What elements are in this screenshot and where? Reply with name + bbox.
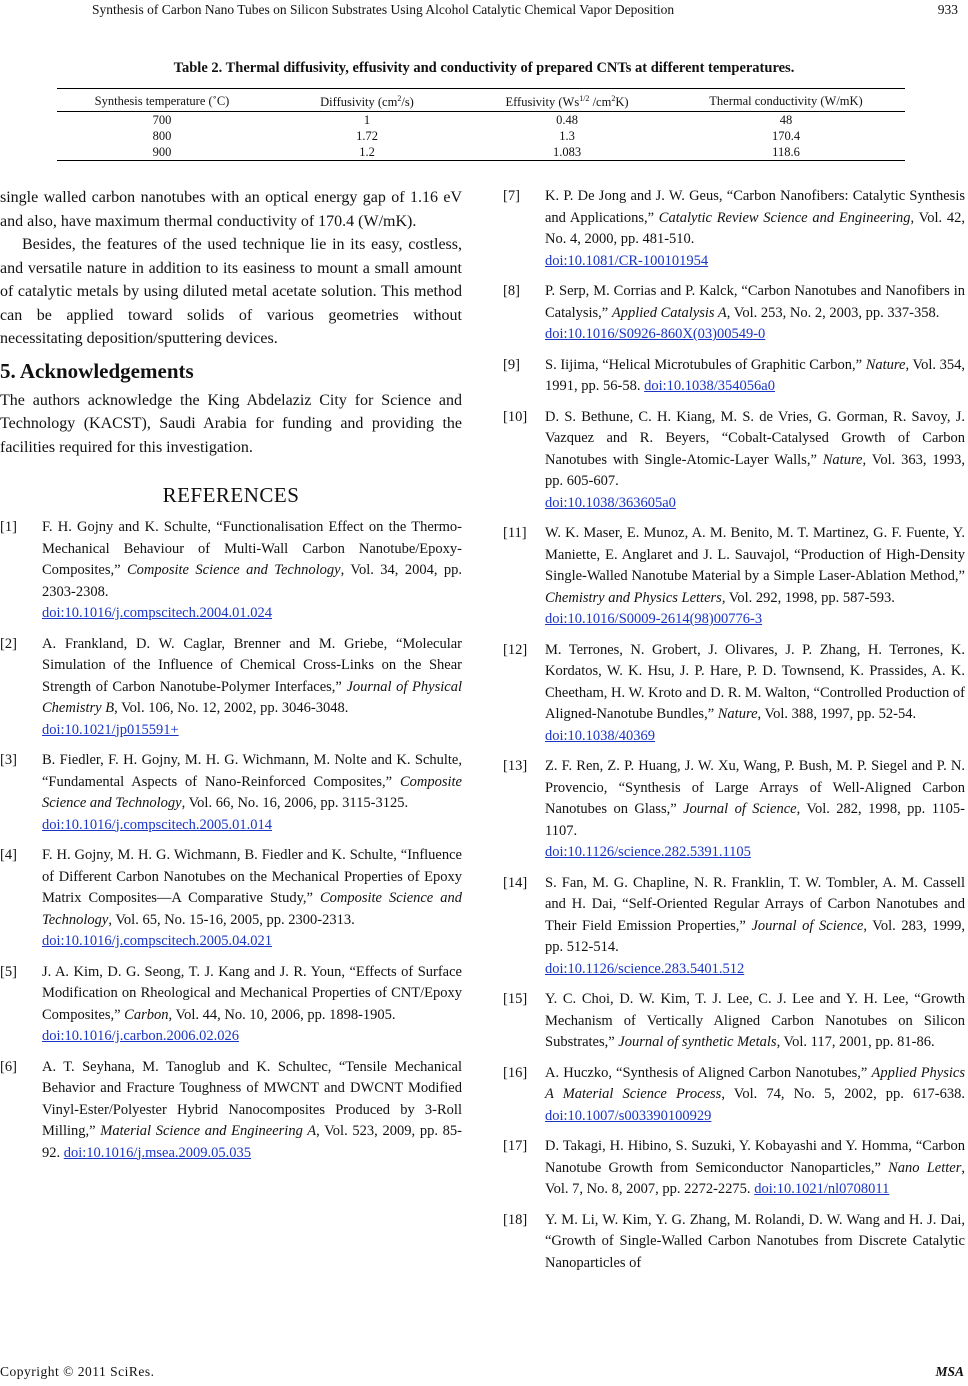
reference-text: J. A. Kim, D. G. Seong, T. J. Kang and J. R. Youn, “Effects of Surface Modification on Rheological and Mechanical Properties of CNT/Epoxy Composites,” bbox=[42, 963, 462, 1023]
reference-doi-link[interactable]: doi:10.1016/S0009-2614(98)00776-3 bbox=[545, 611, 763, 627]
reference-journal: Composite Science and Technology bbox=[42, 773, 462, 811]
table-cell: 800 bbox=[152, 129, 172, 144]
table-header-cell: Diffusivity $(cm^2/s)$ bbox=[320, 94, 414, 110]
reference-item bbox=[503, 523, 965, 631]
reference-number: [14] bbox=[503, 874, 528, 891]
reference-details: , Vol. 42, No. 4, 2000, pp. 481-510. bbox=[545, 209, 966, 247]
reference-journal: Journal of Physical Chemistry B bbox=[42, 678, 462, 716]
body-paragraph: Besides, the features of the used technique lie in its easy, costless, and versatile nature in addition to its easiness to mount a small amount of catalytic metals by using diluted metal acetate solution. This method can be applied toward solids of various geometries without necessitating deposition/sputtering devices. bbox=[0, 236, 462, 347]
table-header-row bbox=[57, 89, 905, 112]
reference-item bbox=[0, 845, 462, 953]
reference-number: [3] bbox=[0, 752, 17, 768]
reference-journal: Nano Letter bbox=[888, 1159, 962, 1176]
reference-number: [15] bbox=[503, 991, 528, 1007]
reference-item bbox=[503, 281, 965, 346]
reference-number: [2] bbox=[0, 635, 17, 652]
running-title: Synthesis of Carbon Nano Tubes on Silicon Substrates Using Alcohol Catalytic Chemical Vapor Deposition bbox=[92, 2, 675, 17]
reference-details: , Vol. 283, 1999, pp. 512-514. bbox=[545, 917, 965, 955]
reference-journal: Chemistry and Physics Letters bbox=[545, 589, 722, 606]
reference-details: , Vol. 44, No. 10, 2006, pp. 1898-1905. bbox=[168, 1006, 396, 1023]
reference-journal: Nature bbox=[822, 451, 863, 468]
table-row bbox=[57, 112, 905, 129]
reference-details: , Vol. 117, 2001, pp. 81-86. bbox=[776, 1034, 935, 1050]
reference-number: [10] bbox=[503, 408, 528, 425]
reference-details: , Vol. 253, No. 2, 2003, pp. 337-358. bbox=[726, 304, 940, 321]
reference-doi-link[interactable]: doi:10.1126/science.282.5391.1105 bbox=[545, 844, 751, 860]
reference-journal: Journal of Science bbox=[751, 917, 864, 934]
references-heading: REFERENCES bbox=[162, 483, 300, 507]
reference-journal: Applied Physics A Material Science Process bbox=[545, 1064, 965, 1102]
reference-doi-link[interactable]: doi:10.1126/science.283.5401.512 bbox=[545, 960, 745, 977]
reference-doi-link[interactable]: doi:10.1016/j.compscitech.2005.04.021 bbox=[42, 933, 272, 949]
reference-text: P. Serp, M. Corrias and P. Kalck, “Carbon Nanotubes and Nanofibers in Catalysis,” bbox=[545, 283, 965, 321]
reference-details: , Vol. 282, 1998, pp. 1105-1107. bbox=[545, 801, 965, 839]
reference-item bbox=[0, 962, 462, 1048]
reference-item bbox=[0, 634, 462, 742]
reference-text: Z. F. Ren, Z. P. Huang, J. W. Xu, Wang, P. Bush, M. P. Siegel and P. N. Provencio, “Synthesis of Large Arrays of Well-Aligned Carbon Nanotubes on Glass,” bbox=[545, 758, 965, 817]
reference-journal: Carbon bbox=[124, 1006, 169, 1023]
right-column bbox=[503, 186, 965, 1283]
reference-number: [9] bbox=[503, 356, 520, 373]
reference-details: , Vol. 354, 1991, pp. 56-58. bbox=[545, 356, 965, 394]
reference-details: , Vol. 65, No. 15-16, 2005, pp. 2300-2313. bbox=[108, 911, 355, 928]
body-paragraph: single walled carbon nanotubes with an optical energy gap of 1.16 eV and also, have maximum thermal conductivity of 170.4 (W/mK). bbox=[0, 189, 462, 230]
table-cell: 170.4 bbox=[771, 129, 801, 144]
reference-number: [6] bbox=[0, 1058, 17, 1075]
reference-journal: Applied Catalysis A bbox=[611, 304, 727, 321]
reference-details: , Vol. 66, No. 16, 2006, pp. 3115-3125. bbox=[181, 795, 409, 811]
reference-doi-link[interactable]: doi:10.1016/j.carbon.2006.02.026 bbox=[42, 1028, 239, 1044]
reference-details: , Vol. 34, 2004, pp. 2303-2308. bbox=[42, 562, 463, 600]
reference-text: Y. M. Li, W. Kim, Y. G. Zhang, M. Rolandi, D. W. Wang and H. J. Dai, “Growth of Single-Walled Carbon Nanotubes from Discrete Catalytic Nanoparticles of bbox=[545, 1211, 965, 1271]
journal-abbreviation: MSA bbox=[935, 1364, 964, 1379]
reference-text: B. Fiedler, F. H. Gojny, M. H. G. Wichmann, M. Nolte and K. Schulte, “Fundamental Aspects of Nano-Reinforced Composites,” bbox=[42, 752, 462, 790]
reference-item bbox=[0, 750, 462, 836]
reference-journal: Journal of Science bbox=[683, 801, 797, 817]
reference-item bbox=[503, 989, 965, 1054]
table-cell: 0.48 bbox=[556, 113, 578, 128]
reference-number: [1] bbox=[0, 519, 17, 535]
reference-number: [4] bbox=[0, 847, 17, 863]
table-cell: 1 bbox=[363, 113, 371, 128]
reference-number: [12] bbox=[503, 641, 528, 658]
reference-number: [8] bbox=[503, 283, 520, 299]
reference-doi-link[interactable]: doi:10.1007/s003390100929 bbox=[545, 1107, 712, 1124]
reference-number: [13] bbox=[503, 758, 528, 774]
reference-journal: Composite Science and Technology bbox=[42, 890, 462, 928]
reference-number: [17] bbox=[503, 1138, 528, 1154]
table-cell: 1.3 bbox=[559, 129, 575, 144]
table-cell: 48 bbox=[779, 113, 793, 128]
reference-item bbox=[503, 873, 965, 981]
reference-doi-link[interactable]: doi:10.1081/CR-100101954 bbox=[545, 252, 709, 269]
reference-doi-link[interactable]: doi:10.1038/363605a0 bbox=[545, 494, 676, 511]
reference-text: A. Frankland, D. W. Caglar, Brenner and M. Griebe, “Molecular Simulation of the Influence of Chemical Cross-Links on the Shear Strength of Carbon Nanotube-Polymer Interfaces,” bbox=[42, 635, 462, 695]
reference-number: [16] bbox=[503, 1064, 528, 1081]
reference-text: D. Takagi, H. Hibino, S. Suzuki, Y. Kobayashi and Y. Homma, “Carbon Nanotube Growth from Semiconductor Nanoparticles,” bbox=[545, 1138, 965, 1176]
table-cell: 700 bbox=[152, 113, 172, 128]
reference-details: , Vol. 363, 1993, pp. 605-607. bbox=[545, 451, 965, 489]
reference-item bbox=[0, 1057, 462, 1165]
reference-journal: Catalytic Review Science and Engineering bbox=[658, 209, 911, 226]
reference-item bbox=[503, 1063, 965, 1128]
reference-item bbox=[503, 407, 965, 515]
reference-details: , Vol. 388, 1997, pp. 52-54. bbox=[757, 706, 917, 722]
reference-details: , Vol. 292, 1998, pp. 587-593. bbox=[721, 589, 895, 606]
reference-text: K. P. De Jong and J. W. Geus, “Carbon Nanofibers: Catalytic Synthesis and Applications,” bbox=[545, 188, 965, 226]
reference-doi-link[interactable]: doi:10.1038/40369 bbox=[545, 727, 655, 744]
table-caption: Table 2. Thermal diffusivity, effusivity and conductivity of prepared CNTs at different temperatures. bbox=[173, 60, 795, 76]
reference-doi-link[interactable]: doi:10.1021/nl0708011 bbox=[754, 1181, 890, 1197]
reference-text: F. H. Gojny, M. H. G. Wichmann, B. Fiedler and K. Schulte, “Influence of Different Carbon Nanotubes on the Mechanical Properties of Epoxy Matrix Composites—A Comparative Study,” bbox=[42, 847, 462, 906]
reference-item bbox=[503, 186, 965, 272]
reference-text: A. T. Seyhana, M. Tanoglub and K. Schultec, “Tensile Mechanical Behavior and Fracture Toughness of MWCNT and DWCNT Modified Vinyl-Ester/Polyester Hybrid Nanocomposites Produced by 3-Roll Milling,” bbox=[42, 1058, 462, 1139]
reference-doi-link[interactable]: doi:10.1016/j.compscitech.2005.01.014 bbox=[42, 816, 272, 833]
reference-item bbox=[503, 1136, 965, 1201]
reference-item bbox=[0, 517, 462, 625]
reference-number: [7] bbox=[503, 188, 520, 204]
reference-item bbox=[503, 640, 965, 748]
reference-text: W. K. Maser, E. Munoz, A. M. Benito, M. T. Martinez, G. F. Fuente, Y. Maniette, E. Anglaret and J. L. Sauvajol, “Production of High-Density Single-Walled Nanotube Material by a Simple Laser-Ablation Method,” bbox=[545, 525, 965, 584]
reference-text: F. H. Gojny and K. Schulte, “Functionalisation Effect on the Thermo-Mechanical Behaviour of Multi-Wall Carbon Nanotube/Epoxy-Composites,” bbox=[42, 519, 462, 578]
reference-doi-link[interactable]: doi:10.1038/354056a0 bbox=[644, 378, 775, 394]
table-header-cell: Effusivity ($Ws^{1/2}$ $/cm^2K$) bbox=[505, 94, 629, 110]
reference-number: [18] bbox=[503, 1211, 528, 1228]
reference-text: M. Terrones, N. Grobert, J. Olivares, J. P. Zhang, H. Terrones, K. Kordatos, W. K. Hsu, J. P. Hare, P. D. Townsend, K. Prassides, A. K. Cheetham, H. W. Kroto and D. R. M. Walton, “Controlled Production of Aligned-Nanotube Bundles,” bbox=[545, 641, 965, 722]
table-header-cell: Synthesis temperature (˚C) bbox=[94, 93, 230, 108]
reference-list bbox=[0, 517, 462, 1164]
table-row bbox=[57, 128, 905, 144]
copyright-notice: Copyright © 2011 SciRes. bbox=[0, 1364, 155, 1379]
table-cell: 1.083 bbox=[552, 145, 582, 160]
reference-text: S. Fan, M. G. Chapline, N. R. Franklin, T. W. Tombler, A. M. Cassell and H. Dai, “Self-Oriented Regular Arrays of Carbon Nanotubes and Their Field Emission Properties,” bbox=[545, 874, 965, 934]
reference-text: A. Huczko, “Synthesis of Aligned Carbon Nanotubes,” bbox=[545, 1064, 872, 1081]
reference-journal: Nature bbox=[717, 706, 758, 722]
reference-doi-link[interactable]: doi:10.1016/j.msea.2009.05.035 bbox=[63, 1144, 252, 1161]
reference-details: , Vol. 7, No. 8, 2007, pp. 2272-2275. bbox=[545, 1159, 965, 1197]
thermal-properties-table bbox=[57, 88, 905, 161]
reference-details: , Vol. 523, 2009, pp. 85-92. bbox=[42, 1123, 462, 1161]
reference-details: , Vol. 74, No. 5, 2002, pp. 617-638. bbox=[721, 1086, 965, 1102]
reference-text: D. S. Bethune, C. H. Kiang, M. S. de Vries, G. Gorman, R. Savoy, J. Vazquez and R. Beyers, “Cobalt-Catalysed Growth of Carbon Nanotubes with Single-Atomic-Layer Walls,” bbox=[545, 408, 965, 468]
reference-doi-link[interactable]: doi:10.1016/S0926-860X(03)00549-0 bbox=[545, 326, 766, 342]
reference-number: [5] bbox=[0, 963, 17, 980]
section-heading: 5. Acknowledgements bbox=[0, 358, 194, 383]
reference-number: [11] bbox=[503, 525, 527, 541]
reference-doi-link[interactable]: doi:10.1016/j.compscitech.2004.01.024 bbox=[42, 605, 272, 621]
page-number: 933 bbox=[937, 2, 958, 17]
reference-item bbox=[503, 355, 965, 398]
reference-text: S. Iijima, “Helical Microtubules of Graphitic Carbon,” bbox=[545, 356, 866, 373]
running-header bbox=[0, 2, 968, 26]
reference-journal: Composite Science and Technology bbox=[126, 562, 341, 578]
table-cell: 900 bbox=[152, 145, 172, 160]
reference-item bbox=[503, 1210, 965, 1275]
table-cell: 118.6 bbox=[772, 145, 800, 160]
reference-item bbox=[503, 756, 965, 864]
table-header-cell: Thermal conductivity (W/mK) bbox=[709, 93, 863, 108]
reference-text: Y. C. Choi, D. W. Kim, T. J. Lee, C. J. Lee and Y. H. Lee, “Growth Mechanism of Vertically Aligned Carbon Nanotubes on Silicon Substrates,” bbox=[545, 991, 965, 1050]
reference-journal: Journal of synthetic Metals bbox=[618, 1034, 777, 1050]
reference-journal: Nature bbox=[865, 356, 906, 373]
table-cell: 1.2 bbox=[359, 145, 375, 160]
reference-doi-link[interactable]: doi:10.1021/jp015591+ bbox=[42, 721, 179, 738]
reference-journal: Material Science and Engineering A bbox=[100, 1123, 317, 1139]
left-column bbox=[0, 186, 462, 1173]
table-row bbox=[57, 144, 905, 161]
table-cell: 1.72 bbox=[356, 129, 378, 144]
acknowledgement-text: The authors acknowledge the King Abdelaziz City for Science and Technology (KACST), Saudi Arabia for funding and providing the facilities required for this investigation. bbox=[0, 391, 462, 456]
reference-details: , Vol. 106, No. 12, 2002, pp. 3046-3048. bbox=[114, 700, 349, 716]
